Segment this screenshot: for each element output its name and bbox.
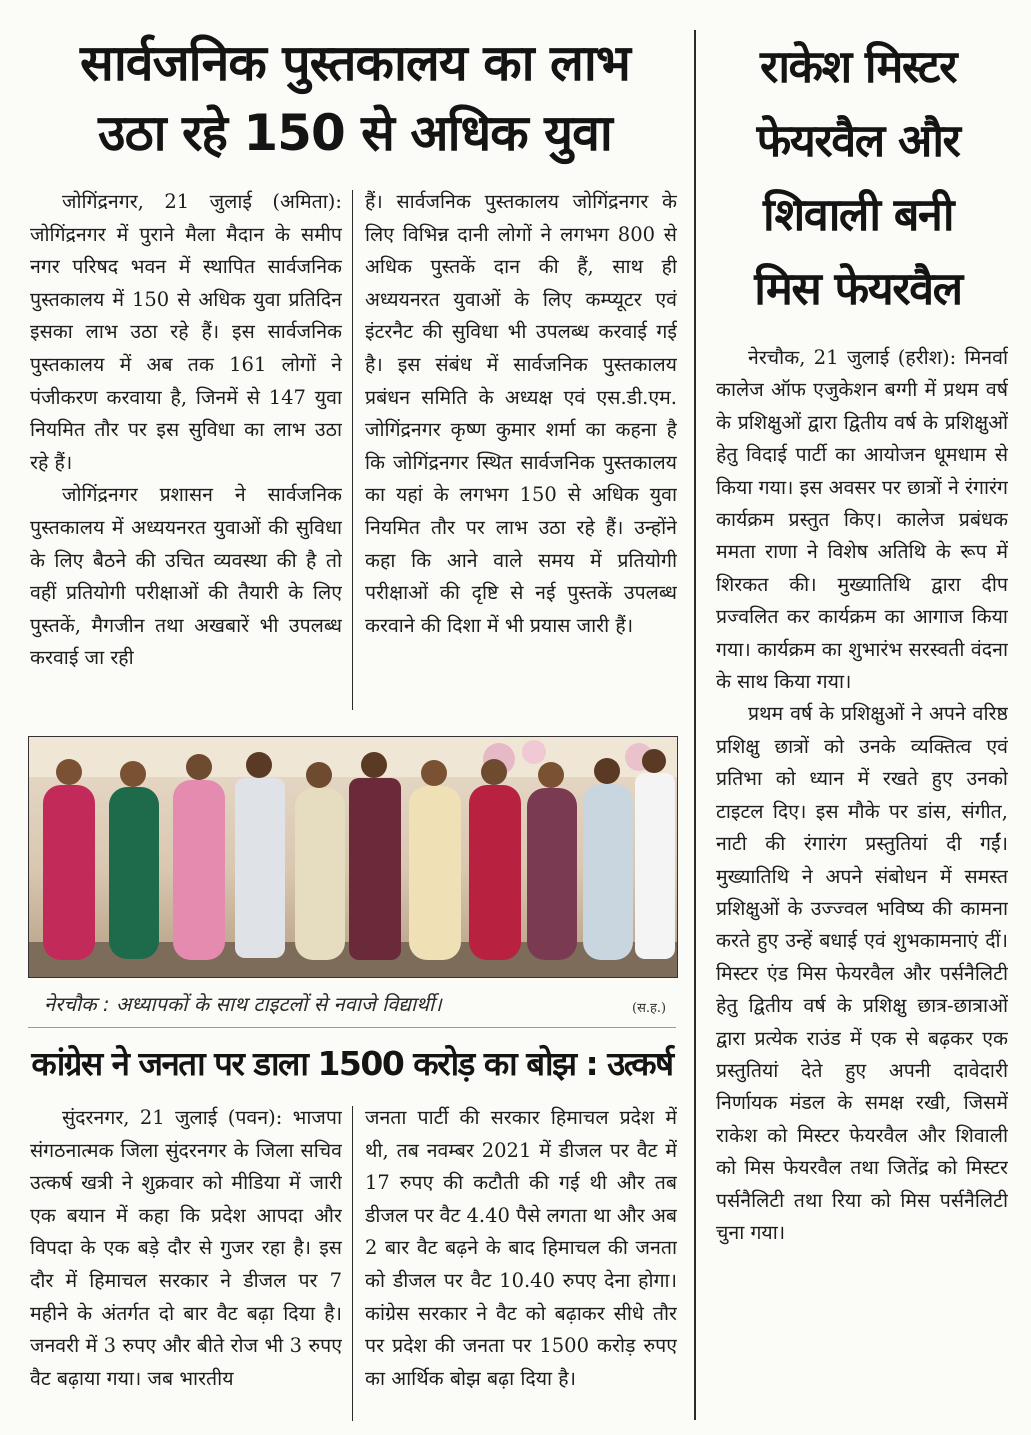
article3-body — [716, 342, 1008, 1422]
article2-paragraph-2: जनता पार्टी की सरकार हिमाचल प्रदेश में थी, तब नवम्बर 2021 में डीजल पर वैट में 17 रुपए की कटौती की गई थी और तब डीजल पर वैट 4.40 पैसे लगता था और अब 2 बार वैट बढ़ने के बाद हिमाचल की जनता को डीजल पर वैट 10.40 रुपए देना होगा। कांग्रेस सरकार ने वैट को बढ़ाकर सीधे तौर पर प्रदेश की जनता पर 1500 करोड़ रुपए का आर्थिक बोझ बढ़ा दिया है। — [365, 1106, 677, 1390]
article3-headline-line2: फेयरवैल और — [756, 114, 960, 167]
article1-paragraph-2: जोगिंद्रनगर प्रशासन ने सार्वजनिक पुस्तकालय में अध्ययनरत युवाओं की सुविधा के लिए बैठने की उचित व्यवस्था की है तो वहीं प्रतियोगी परीक्षाओं की तैयारी के लिए पुस्तकें, मैगजीन तथा अखबारें भी उपलब्ध करवाई जा रही — [30, 483, 342, 670]
article2-column-1 — [30, 1102, 342, 1427]
article1-headline-line2: उठा रहे 150 से अधिक युवा — [98, 104, 612, 162]
photo-caption: नेरचौक : अध्यापकों के साथ टाइटलों से नवाजे विद्यार्थी। — [44, 992, 442, 1016]
article3-headline-line4: मिस फेयरवैल — [754, 262, 962, 315]
article2-paragraph-1: सुंदरनगर, 21 जुलाई (पवन): भाजपा संगठनात्मक जिला सुंदरनगर के जिला सचिव उत्कर्ष खत्री ने शुक्रवार को मीडिया में जारी एक बयान में कहा कि प्रदेश आपदा और विपदा के एक बड़े दौर से गुजर रहा है। इस दौर में हिमाचल सरकार ने डीजल पर 7 महीने के अंतर्गत दो बार वैट बढ़ा दिया है। जनवरी में 3 रुपए और बीते रोज भी 3 रुपए वैट बढ़ाया गया। जब भारतीय — [30, 1106, 342, 1390]
article3-headline-line3: शिवाली बनी — [762, 188, 954, 241]
article1-headline — [30, 28, 680, 168]
article2-headline: कांग्रेस ने जनता पर डाला 1500 करोड़ का बोझ : उत्कर्ष — [31, 1044, 673, 1083]
photo-credit: (स.ह.) — [632, 1001, 667, 1016]
section-divider — [694, 30, 696, 1420]
article1-paragraph-1: जोगिंद्रनगर, 21 जुलाई (अमिता): जोगिंद्रनगर में पुराने मैला मैदान के समीप नगर परिषद भवन में स्थापित सार्वजनिक पुस्तकालय में 150 से अधिक युवा प्रतिदिन इसका लाभ उठा रहे हैं। इस सार्वजनिक पुस्तकालय में अब तक 161 लोगों ने पंजीकरण करवाया है, जिनमें से 147 युवा नियमित तौर पर इस सुविधा का लाभ उठा रहे हैं। — [30, 190, 342, 474]
article3-headline-line1: राकेश मिस्टर — [759, 40, 957, 93]
article1-headline-line1: सार्वजनिक पुस्तकालय का लाभ — [80, 34, 630, 92]
article3-paragraph-2: प्रथम वर्ष के प्रशिक्षुओं ने अपने वरिष्ठ प्रशिक्षु छात्रों को उनके व्यक्तित्व एवं प्रतिभा को ध्यान में रखते हुए उनको टाइटल दिए। इस मौके पर डांस, संगीत, नाटी की रंगारंग प्रस्तुतियां दी गईं। मुख्यातिथि ने अपने संबोधन में समस्त प्रशिक्षुओं के उज्ज्वल भविष्य की कामना करते हुए उन्हें बधाई एवं शुभकामनाएं दीं। मिस्टर एंड मिस फेयरवैल और पर्सनैलिटी हेतु द्वितीय वर्ष के प्रशिक्षु छात्र-छात्राओं द्वारा प्रत्येक राउंड में एक से बढ़कर एक प्रस्तुतियां देते हुए अपनी दावेदारी निर्णायक मंडल के समक्ष रखी, जिसमें राकेश को मिस्टर फेयरवैल और शिवाली को मिस फेयरवैल तथा जितेंद्र को मिस्टर पर्सनैलिटी तथा रिया को मिस पर्सनैलिटी चुना गया। — [716, 702, 1008, 1244]
group-photo-image — [29, 737, 677, 977]
article3-paragraph-1: नेरचौक, 21 जुलाई (हरीश): मिनर्वा कालेज ऑफ एजुकेशन बग्गी में प्रथम वर्ष के प्रशिक्षुओं द्वारा द्वितीय वर्ष के प्रशिक्षुओं हेतु विदाई पार्टी का आयोजन धूमधाम से किया गया। इस अवसर पर छात्रों ने रंगारंग कार्यक्रम प्रस्तुत किए। कालेज प्रबंधक ममता राणा ने विशेष अतिथि के रूप में शिरकत की। मुख्यातिथि द्वारा दीप प्रज्वलित कर कार्यक्रम का आगाज किया गया। कार्यक्रम का शुभारंभ सरस्वती वंदना के साथ किया गया। — [716, 346, 1008, 694]
article1-column-1 — [30, 186, 342, 716]
article2-column-divider — [352, 1106, 353, 1421]
event-photo — [28, 736, 678, 978]
article2-top-rule — [28, 1027, 676, 1028]
article1-column-2 — [365, 186, 677, 716]
article3-headline — [708, 30, 1008, 326]
article1-paragraph-3: हैं। सार्वजनिक पुस्तकालय जोगिंद्रनगर के लिए विभिन्न दानी लोगों ने लगभग 800 से अधिक पुस्तकें दान की हैं, साथ ही अध्ययनरत युवाओं के लिए कम्प्यूटर एवं इंटरनैट की सुविधा भी उपलब्ध करवाई गई है। इस संबंध में सार्वजनिक पुस्तकालय प्रबंधन समिति के अध्यक्ष एवं एस.डी.एम. जोगिंद्रनगर कृष्ण कुमार शर्मा का कहना है कि जोगिंद्रनगर स्थित सार्वजनिक पुस्तकालय का यहां के लगभग 150 से अधिक युवा नियमित तौर पर लाभ उठा रहे हैं। उन्होंने कहा कि आने वाले समय में प्रतियोगी परीक्षाओं की दृष्टि से नई पुस्तकें उपलब्ध करवाने की दिशा में भी प्रयास जारी हैं। — [365, 190, 677, 637]
article2-column-2 — [365, 1102, 677, 1427]
column-divider — [352, 190, 353, 710]
